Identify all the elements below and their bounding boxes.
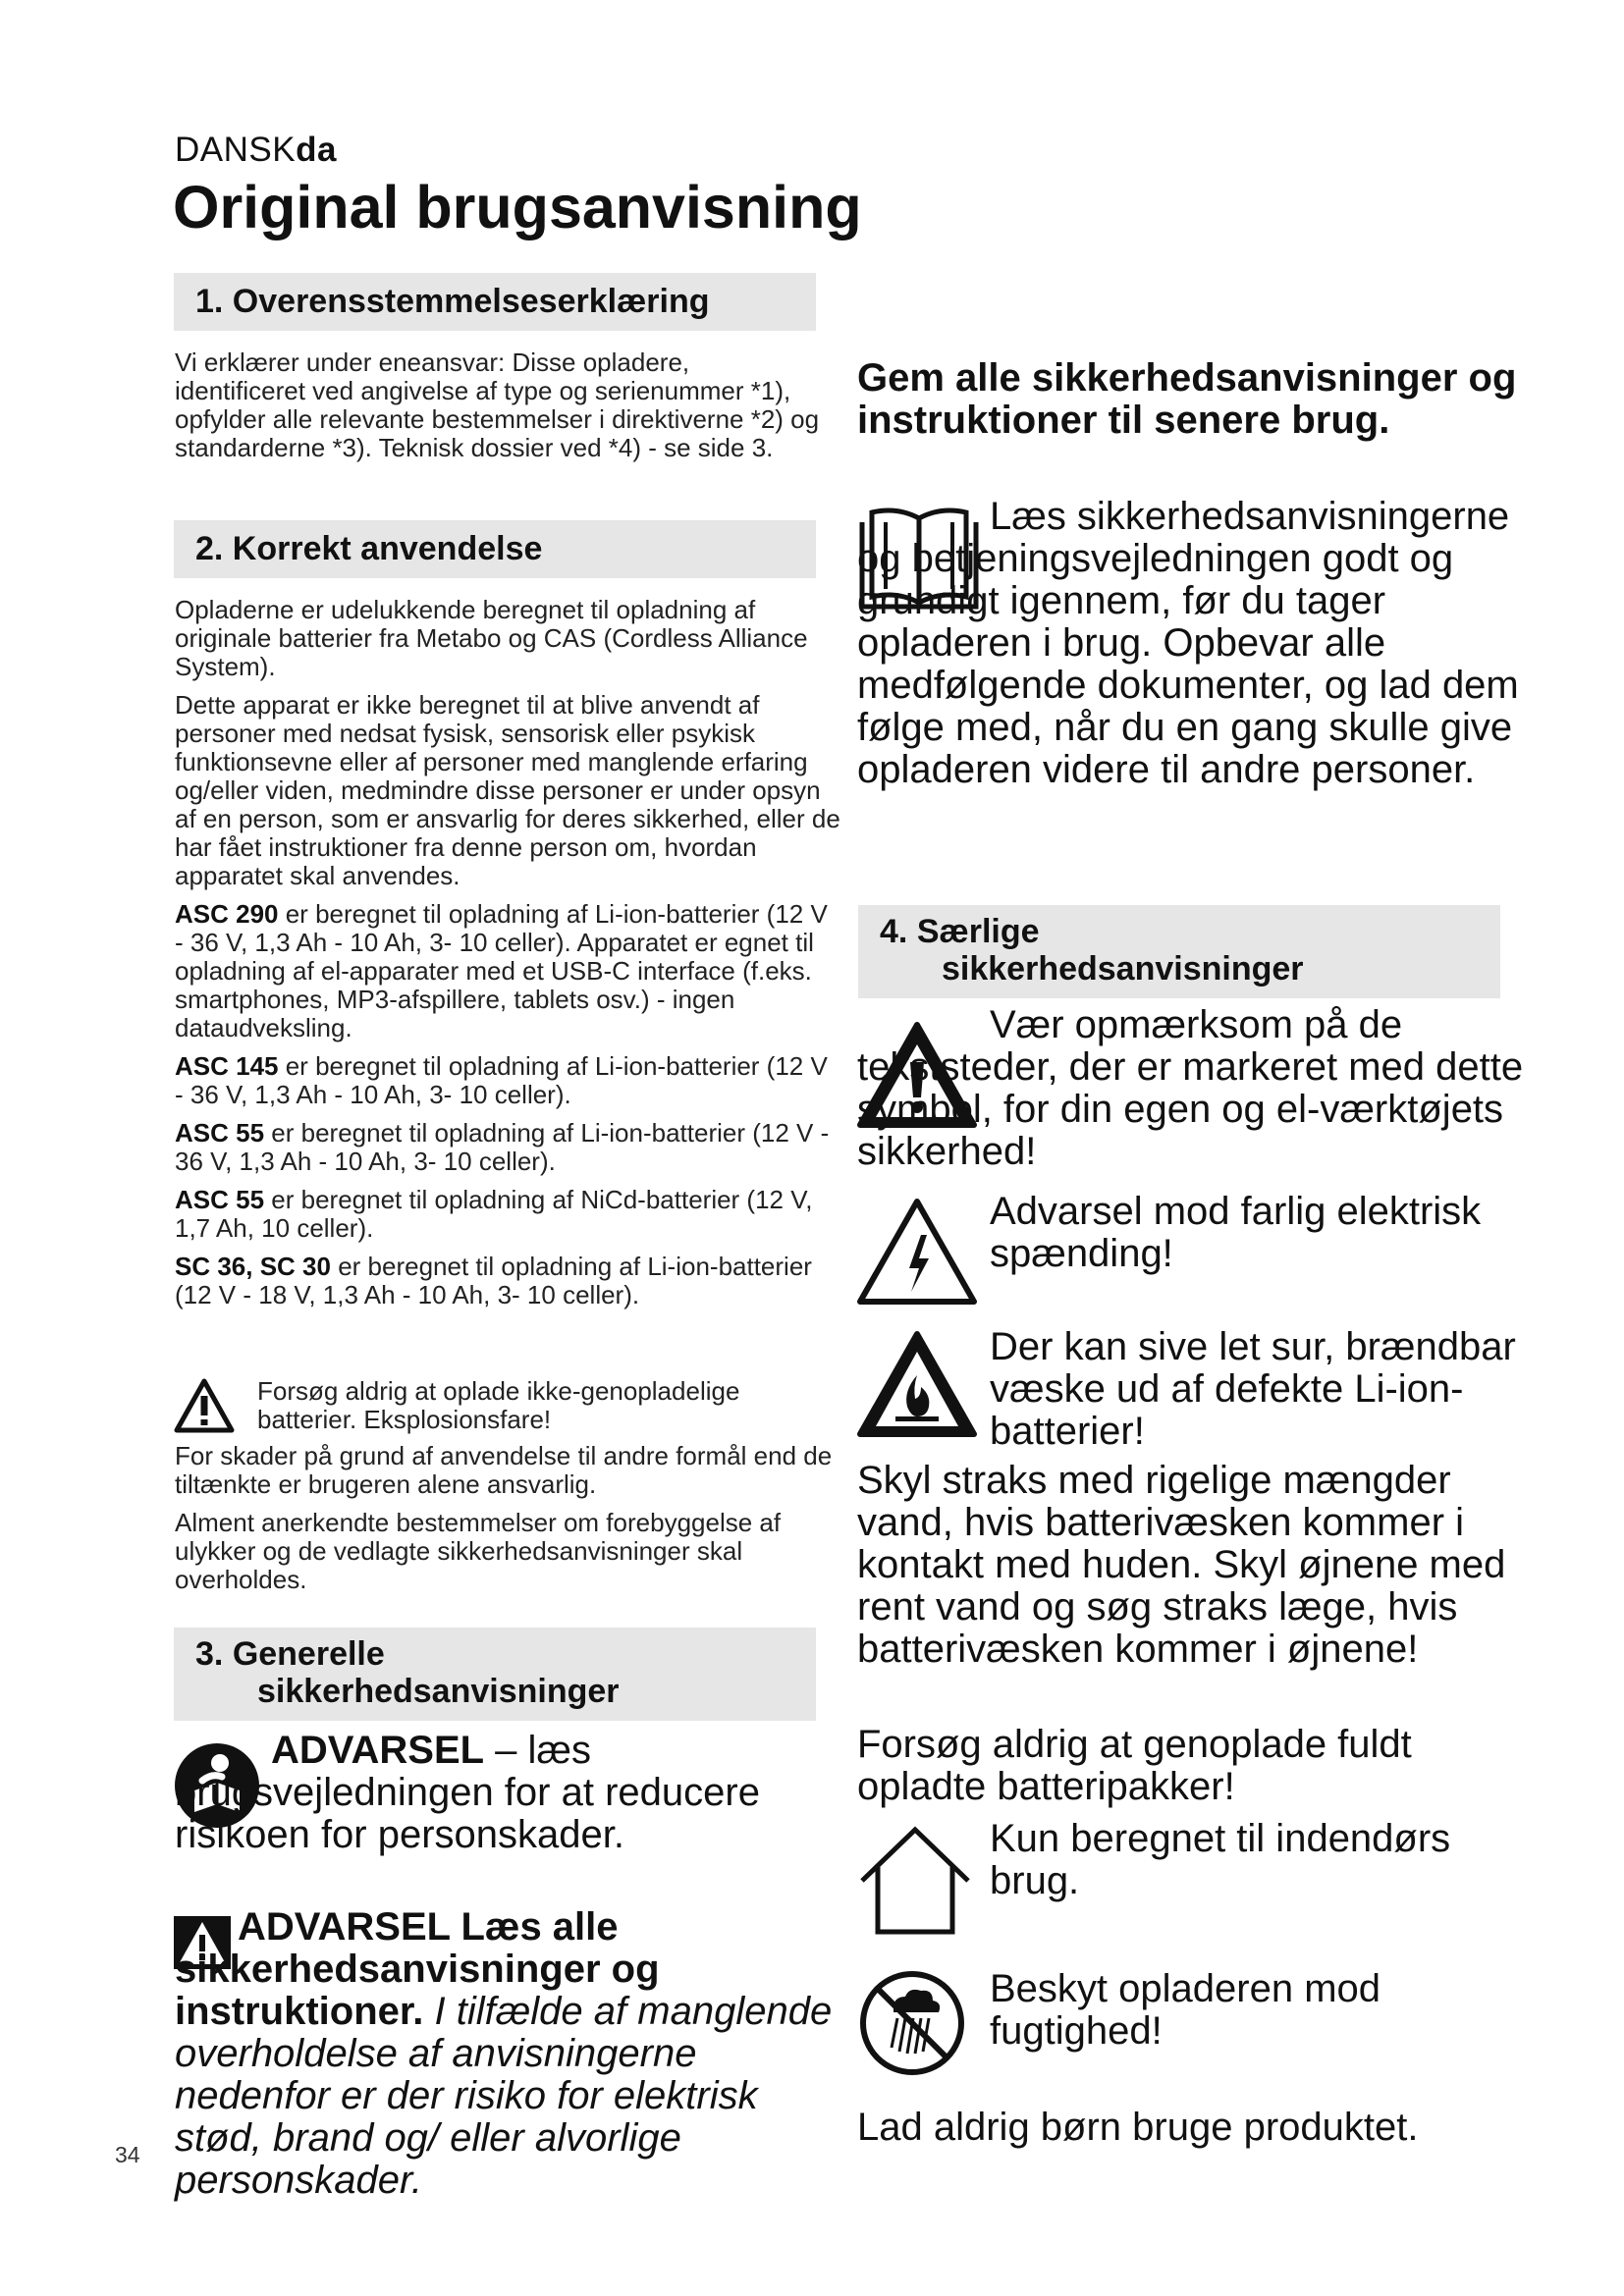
attention-paragraph: Vær opmærksom på de tekststeder, der er markeret med dette symbol, for din egen og el-værktøjets sikkerhed! bbox=[857, 1003, 1524, 1173]
section-3-number: 3. bbox=[195, 1635, 224, 1673]
adv1-paragraph bbox=[175, 1730, 842, 1856]
adv2-paragraph bbox=[175, 1906, 842, 2202]
children-warning: Lad aldrig børn bruge produktet. bbox=[857, 2106, 1419, 2149]
section-4-heading bbox=[858, 905, 1500, 998]
asc55-nicd-paragraph bbox=[175, 1186, 842, 1243]
section-4-number: 4. bbox=[880, 913, 908, 950]
language-code: da bbox=[296, 131, 337, 169]
keep-instructions: Gem alle sikkerhedsanvisninger og instruktioner til senere brug. bbox=[857, 356, 1517, 442]
section-3-heading-line1 bbox=[195, 1635, 816, 1673]
section-4-title-1: Særlige bbox=[916, 913, 1040, 950]
page-title: Original brugsanvisning bbox=[173, 174, 862, 240]
non-rechargeable-warning: Forsøg aldrig at oplade ikke-genopladelige batterier. Eksplosionsfare! bbox=[257, 1376, 740, 1434]
sc-paragraph bbox=[175, 1253, 842, 1309]
section-2-p2: Dette apparat er ikke beregnet til at blive anvendt af personer med nedsat fysisk, sensorisk eller psykisk funktionsevne eller af personer med manglende erfaring og/eller viden, medmindre disse personer er under opsyn af en person, som er ansvarlig for deres sikkerhed, eller de har fået instruktioner fra denne person om, hvordan apparatet skal anvendes. bbox=[175, 690, 840, 890]
adv2-italic: I tilfælde af manglende overholdelse af anvisningerne nedenfor er der risiko for elektrisk stød, brand og/ eller alvorlige personskader. bbox=[175, 1990, 833, 2202]
warning-triangle-icon bbox=[174, 1378, 235, 1433]
asc55-li-label: ASC 55 bbox=[175, 1118, 265, 1148]
high-voltage-icon bbox=[856, 1198, 978, 1308]
section-1-text: Vi erklærer under eneansvar: Disse opladere, identificeret ved angivelse af type og serienummer *1), opfylder alle relevante bestemmelser i direktiverne *2) og standarderne *3). Teknisk dossier ved *4) - se side 3. bbox=[175, 347, 820, 462]
sc-label: SC 36, SC 30 bbox=[175, 1252, 331, 1281]
indoor-use-text: Kun beregnet til indendørs brug. bbox=[990, 1817, 1451, 1902]
section-4-heading-line2: sikkerhedsanvisninger bbox=[942, 950, 1304, 988]
section-1-body bbox=[175, 348, 823, 472]
rinse-instructions: Skyl straks med rigelige mængder vand, hvis batterivæsken kommer i kontakt med huden. Skyl øjnene med rent vand og søg straks læge, hvis batterivæsken kommer i øjnene! bbox=[857, 1459, 1506, 1671]
acid-warning: Der kan sive let sur, brændbar væske ud af defekte Li-ion-batterier! bbox=[990, 1325, 1516, 1453]
asc55-nicd-text: er beregnet til opladning af NiCd-batterier (12 V, 1,7 Ah, 10 celler). bbox=[175, 1185, 813, 1243]
section-2-p1: Opladerne er udelukkende beregnet til opladning af originale batterier fra Metabo og CAS (Cordless Alliance System). bbox=[175, 595, 808, 681]
section-4-heading-line1 bbox=[880, 913, 1500, 950]
asc290-text: er beregnet til opladning af Li-ion-batterier (12 V - 36 V, 1,3 Ah - 10 Ah, 3- 10 celler). Apparatet er egnet til opladning af el-apparater med et USB-C interface (f.eks. smartphones, MP3-afspillere, tablets osv.) - ingen dataudveksling. bbox=[175, 899, 828, 1042]
indoor-use-icon bbox=[858, 1824, 972, 1938]
voltage-warning: Advarsel mod farlig elektrisk spænding! bbox=[990, 1190, 1482, 1275]
adv1-label: ADVARSEL bbox=[271, 1729, 485, 1772]
section-2-tail bbox=[175, 1442, 833, 1604]
sc-text: er beregnet til opladning af Li-ion-batterier (12 V - 18 V, 1,3 Ah - 10 Ah, 3- 10 celler). bbox=[175, 1252, 812, 1309]
moisture-warning: Beskyt opladeren mod fugtighed! bbox=[990, 1967, 1381, 2053]
asc55-li-text: er beregnet til opladning af Li-ion-batterier (12 V - 36 V, 1,3 Ah - 10 Ah, 3- 10 celler). bbox=[175, 1118, 830, 1176]
language-label bbox=[175, 131, 337, 170]
page-number: 34 bbox=[115, 2142, 140, 2167]
flammable-icon bbox=[856, 1330, 978, 1440]
adv1-text: – læs brugsvejledningen for at reducere risikoen for personskader. bbox=[175, 1729, 760, 1856]
section-2-p3: For skader på grund af anvendelse til andre formål end de tiltænkte er brugeren alene ansvarlig. bbox=[175, 1441, 833, 1499]
asc55-nicd-label: ASC 55 bbox=[175, 1185, 265, 1214]
asc145-text: er beregnet til opladning af Li-ion-batterier (12 V - 36 V, 1,3 Ah - 10 Ah, 3- 10 celler). bbox=[175, 1051, 828, 1109]
no-recharge-warning: Forsøg aldrig at genoplade fuldt opladte batteripakker! bbox=[857, 1723, 1412, 1808]
no-moisture-icon bbox=[858, 1969, 966, 2077]
section-3-heading-line2: sikkerhedsanvisninger bbox=[257, 1673, 620, 1710]
asc290-paragraph bbox=[175, 900, 842, 1042]
language-name: DANSK bbox=[175, 131, 297, 169]
section-2-p4: Alment anerkendte bestemmelser om forebyggelse af ulykker og de vedlagte sikkerhedsanvisninger skal overholdes. bbox=[175, 1508, 782, 1594]
section-3-heading bbox=[174, 1628, 816, 1721]
read-instructions-paragraph: Læs sikkerhedsanvisningerne og betjeningsvejledningen godt og grundigt igennem, før du tager opladeren i brug. Opbevar alle medfølgende dokumenter, og lad dem følge med, når du en gang skulle give opladeren videre til andre personer. bbox=[857, 495, 1519, 791]
asc290-label: ASC 290 bbox=[175, 899, 279, 929]
asc55-li-paragraph bbox=[175, 1119, 842, 1176]
section-1-heading: 1. Overensstemmelseserklæring bbox=[174, 273, 816, 331]
asc145-paragraph bbox=[175, 1052, 842, 1109]
section-2-body bbox=[175, 596, 842, 1319]
section-3-title-1: Generelle bbox=[232, 1635, 385, 1673]
asc145-label: ASC 145 bbox=[175, 1051, 279, 1081]
adv2-bold: ADVARSEL Læs alle sikkerhedsanvisninger og instruktioner. bbox=[175, 1905, 660, 2033]
section-2-heading: 2. Korrekt anvendelse bbox=[174, 520, 816, 578]
